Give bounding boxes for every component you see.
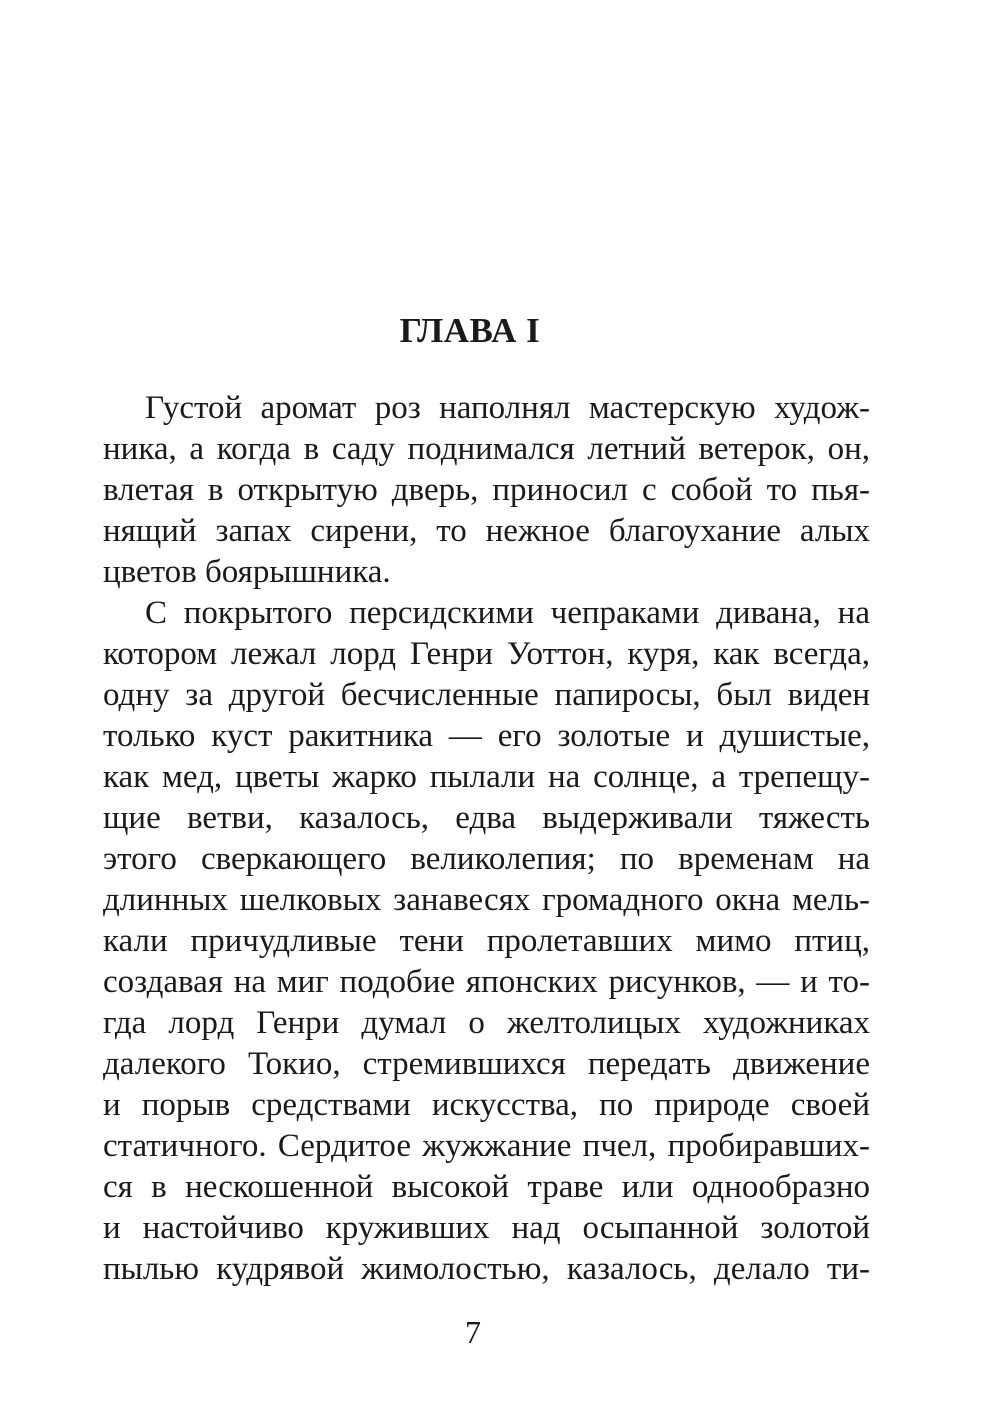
text-line: этого сверкающего великолепия; по временам на xyxy=(103,841,870,877)
text-line: влетая в открытую дверь, приносил с собой то пья- xyxy=(103,472,870,508)
text-line: гда лорд Генри думал о желтолицых художниках xyxy=(103,1005,870,1041)
text-line: создавая на миг подобие японских рисунков, — и то- xyxy=(103,964,870,1000)
text-line: далекого Токио, стремившихся передать движение xyxy=(103,1046,870,1082)
text-line: только куст ракитника — его золотые и душистые, xyxy=(103,718,870,754)
text-line: статичного. Сердитое жужжание пчел, пробиравших- xyxy=(103,1128,870,1164)
text-line: кали причудливые тени пролетавших мимо птиц, xyxy=(103,923,870,959)
text-line: одну за другой бесчисленные папиросы, был виден xyxy=(103,677,870,713)
text-line: щие ветви, казалось, едва выдерживали тяжесть xyxy=(103,800,870,836)
chapter-title: ГЛАВА I xyxy=(399,311,541,350)
text-line: и настойчиво круживших над осыпанной золотой xyxy=(103,1210,870,1246)
text-line: ника, а когда в саду поднимался летний ветерок, он, xyxy=(103,431,870,467)
text-line: ся в нескошенной высокой траве или однообразно xyxy=(103,1169,870,1205)
text-line: как мед, цветы жарко пылали на солнце, а трепещу- xyxy=(103,759,870,795)
text-line: длинных шелковых занавесях громадного окна мель- xyxy=(103,882,870,918)
text-line: С покрытого персидскими чепраками дивана, на xyxy=(145,595,870,631)
text-line: цветов боярышника. xyxy=(103,554,391,590)
text-line: нящий запах сирени, то нежное благоухание алых xyxy=(103,513,870,549)
page-number: 7 xyxy=(465,1314,481,1350)
text-line: и порыв средствами искусства, по природе своей xyxy=(103,1087,870,1123)
text-line: пылью кудрявой жимолостью, казалось, делало ти- xyxy=(103,1251,870,1287)
text-line: котором лежал лорд Генри Уоттон, куря, как всегда, xyxy=(103,636,870,672)
text-line: Густой аромат роз наполнял мастерскую худож- xyxy=(145,390,870,426)
body-text xyxy=(103,388,870,1290)
